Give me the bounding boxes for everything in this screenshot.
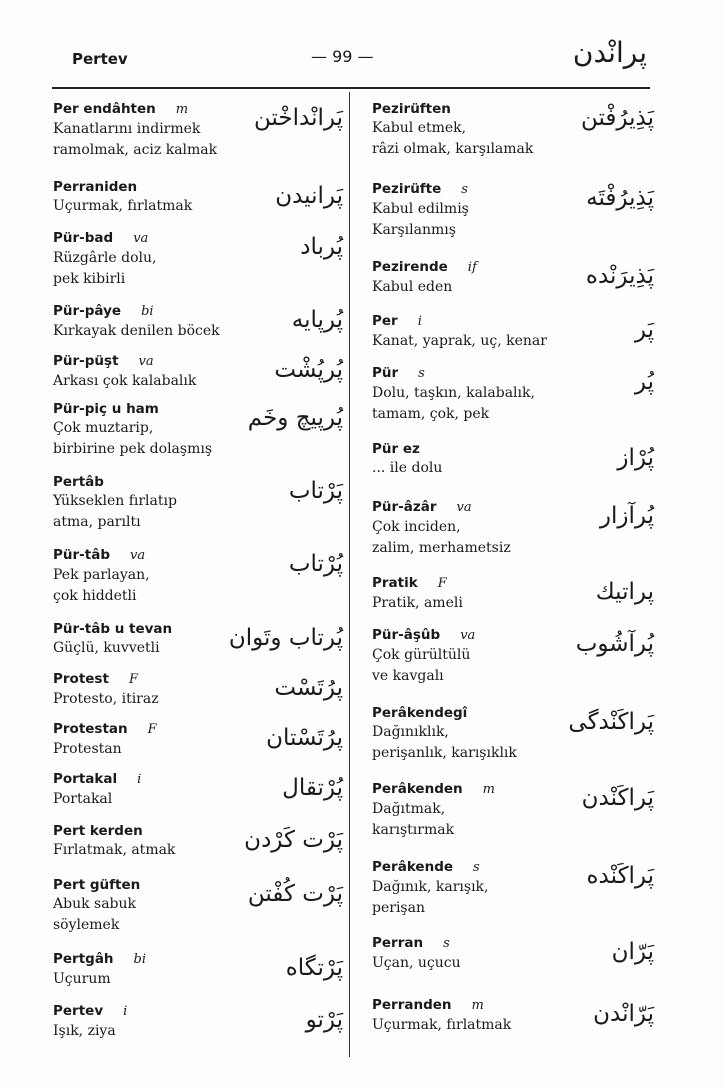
ottoman-script: پُرتاب وتَوان [228, 625, 343, 651]
ottoman-script: پَرانْداخْتن [253, 105, 343, 131]
entry-definition: çok hiddetli [53, 588, 137, 604]
entry-definition: Abuk sabuk [53, 896, 137, 912]
entry-definition: Dağıtmak, [372, 801, 446, 817]
dictionary-entry [372, 312, 654, 352]
dictionary-entry [372, 626, 654, 687]
headword-text: Perranden [372, 997, 452, 1013]
dictionary-entry [53, 400, 343, 460]
headword-text: Pür-tâb u tevan [53, 621, 173, 637]
entry-definition: atma, parıltı [53, 514, 141, 530]
part-of-speech: m [175, 102, 189, 117]
ottoman-script: پُرپيچ وخَم [247, 405, 343, 431]
dictionary-entry [372, 996, 654, 1036]
part-of-speech: va [460, 628, 476, 643]
headword-text: Pezirende [372, 259, 448, 275]
entry-definition: Işık, ziya [53, 1023, 116, 1039]
entry-definition: perişan [372, 900, 425, 916]
part-of-speech: m [471, 998, 484, 1013]
ottoman-script: پَرانيدن [275, 183, 343, 209]
ottoman-script: پَرّان [611, 939, 654, 965]
entry-definition: Kanatlarını indirmek [53, 121, 201, 137]
headword-text: Pezirüften [372, 101, 451, 117]
ottoman-script: پَذِيرُفْتن [580, 105, 654, 131]
dictionary-entry [372, 858, 654, 919]
ottoman-script: پَراكَنْده [586, 863, 654, 889]
part-of-speech: s [461, 182, 468, 197]
entry-definition: Pek parlayan, [53, 567, 150, 583]
headword-text: Pür-püşt [53, 353, 119, 369]
entry-headword [372, 440, 654, 458]
entry-definition: Dolu, taşkın, kalabalık, [372, 385, 535, 401]
dictionary-entry [372, 574, 654, 614]
entry-definition: perişanlık, karışıklık [372, 745, 517, 761]
entry-definition: Güçlü, kuvvetli [53, 640, 160, 656]
page-number: — 99 — [311, 47, 374, 66]
headword-text: Protestan [53, 721, 128, 737]
page-header [0, 0, 725, 90]
headword-text: Pür-tâb [53, 547, 110, 563]
headword-text: Pür-bad [53, 230, 114, 246]
dictionary-entry [53, 352, 343, 392]
entry-definition: Portakal [53, 791, 113, 807]
ottoman-script: پَرْت كَرْدن [244, 827, 343, 853]
entry-headword [372, 364, 654, 383]
headword-text: Pert güften [53, 877, 141, 893]
headword-text: Perâkenden [372, 781, 463, 797]
entry-definition: Pratik, ameli [372, 595, 463, 611]
part-of-speech: va [138, 354, 154, 369]
running-head-left: Pertev [72, 50, 128, 68]
part-of-speech: s [418, 366, 425, 381]
ottoman-script: پراتيك [595, 579, 654, 605]
part-of-speech: s [473, 860, 480, 875]
headword-text: Pür-piç u ham [53, 401, 159, 417]
dictionary-entry [53, 178, 343, 217]
headword-text: Perran [372, 935, 424, 951]
dictionary-entry [53, 1002, 343, 1042]
headword-text: Pür-âşûb [372, 627, 441, 643]
ottoman-script: پَرْتو [305, 1007, 343, 1033]
entry-definition: Uçurmak, fırlatmak [53, 198, 193, 214]
part-of-speech: s [443, 936, 450, 951]
headword-text: Perâkende [372, 859, 454, 875]
entry-definition: Kabul edilmiş [372, 201, 469, 217]
entry-definition: Uçurum [53, 971, 111, 987]
dictionary-entry [53, 822, 343, 861]
entry-definition: Çok gürültülü [372, 647, 471, 663]
part-of-speech: va [133, 231, 149, 246]
dictionary-entry [53, 620, 343, 659]
part-of-speech: i [123, 1004, 128, 1019]
entry-definition: Rüzgârle dolu, [53, 250, 157, 266]
part-of-speech: m [482, 782, 495, 797]
entry-definition: râzi olmak, karşılamak [372, 141, 534, 157]
headword-text: Portakal [53, 771, 118, 787]
part-of-speech: F [147, 722, 157, 737]
dictionary-entry [372, 934, 654, 974]
entry-headword [372, 312, 654, 331]
part-of-speech: F [437, 576, 447, 591]
dictionary-entry [372, 100, 654, 160]
entry-definition: Protestan [53, 741, 122, 757]
part-of-speech: F [128, 672, 138, 687]
running-head-right: پرانْدن [572, 36, 647, 69]
entry-definition: Kabul etmek, [372, 120, 467, 136]
headword-text: Pratik [372, 575, 418, 591]
headword-text: Pür-âzâr [372, 499, 437, 515]
part-of-speech: va [130, 548, 146, 563]
entry-definition: Kanat, yaprak, uç, kenar [372, 333, 547, 349]
dictionary-entry [372, 704, 654, 764]
entry-definition: karıştırmak [372, 822, 455, 838]
dictionary-entry [372, 364, 654, 425]
headword-text: Perâkendegî [372, 705, 468, 721]
dictionary-entry [53, 770, 343, 810]
ottoman-script: پرُتَسْت [274, 675, 343, 701]
dictionary-entry [53, 473, 343, 533]
headword-text: Pert kerden [53, 823, 143, 839]
ottoman-script: پُرپُشْت [274, 357, 343, 383]
entry-definition: Protesto, itiraz [53, 691, 159, 707]
ottoman-script: پُرْاز [617, 445, 654, 471]
dictionary-entry [53, 546, 343, 607]
entry-definition: ramolmak, aciz kalmak [53, 142, 218, 158]
entry-definition: Kırkayak denilen böcek [53, 323, 220, 339]
dictionary-entry [53, 100, 343, 161]
dictionary-entry [372, 180, 654, 241]
headword-text: Pertgâh [53, 951, 114, 967]
ottoman-script: پَر [634, 317, 654, 343]
entry-definition: tamam, çok, pek [372, 406, 490, 422]
headword-text: Pertâb [53, 474, 104, 490]
ottoman-script: پُرآزار [599, 503, 654, 529]
entry-definition: Çok inciden, [372, 519, 461, 535]
ottoman-script: پَراكَنْدگى [568, 709, 654, 735]
dictionary-entry [372, 780, 654, 841]
entry-definition: Fırlatmak, atmak [53, 842, 176, 858]
ottoman-script: پَرّانْدن [593, 1001, 654, 1027]
headword-text: Pür-pâye [53, 303, 122, 319]
entry-definition: söylemek [53, 917, 120, 933]
headword-text: Perraniden [53, 179, 138, 195]
headword-text: Pür ez [372, 441, 420, 457]
ottoman-script: پُرْتاب [288, 551, 343, 577]
entry-headword [53, 1002, 343, 1021]
entry-definition: ve kavgalı [372, 668, 444, 684]
headword-text: Pezirüfte [372, 181, 442, 197]
ottoman-script: پُر [634, 369, 654, 395]
dictionary-entry [53, 670, 343, 710]
part-of-speech: i [417, 314, 422, 329]
ottoman-script: پَذِيرَنْده [585, 263, 654, 289]
entry-definition: Uçan, uçucu [372, 955, 461, 971]
dictionary-entry [372, 498, 654, 559]
entry-definition: Uçurmak, fırlatmak [372, 1017, 512, 1033]
column-divider [349, 92, 350, 1057]
headword-text: Pertev [53, 1003, 104, 1019]
ottoman-script: پَراكَنْدن [581, 785, 654, 811]
dictionary-entry [53, 876, 343, 936]
header-rule [52, 87, 650, 89]
dictionary-entry [53, 950, 343, 990]
dictionary-entry [372, 258, 654, 298]
entry-definition: Dağınıklık, [372, 724, 449, 740]
dictionary-entry [53, 302, 343, 342]
ottoman-script: پَرْتگاه [285, 955, 343, 981]
part-of-speech: bi [133, 952, 147, 967]
headword-text: Per endâhten [53, 101, 156, 117]
part-of-speech: va [456, 500, 472, 515]
ottoman-script: پَرْت كُفْتن [247, 881, 343, 907]
part-of-speech: if [467, 260, 477, 275]
ottoman-script: پُرباد [300, 234, 343, 260]
headword-text: Pür [372, 365, 399, 381]
dictionary-entry [372, 440, 654, 479]
dictionary-entry [53, 229, 343, 290]
ottoman-script: پَذِيرُفْتَه [586, 185, 654, 211]
entry-definition: zalim, merhametsiz [372, 540, 511, 556]
entry-definition: Kabul eden [372, 279, 453, 295]
part-of-speech: i [137, 772, 142, 787]
dictionary-entry [53, 720, 343, 760]
entry-definition: ... ile dolu [372, 460, 443, 476]
entry-definition: Yükseklen fırlatıp [53, 493, 177, 509]
ottoman-script: پُرآشُوب [575, 631, 654, 657]
entry-definition: Dağınık, karışık, [372, 879, 489, 895]
part-of-speech: bi [141, 304, 154, 319]
entry-definition: birbirine pek dolaşmış [53, 441, 213, 457]
headword-text: Protest [53, 671, 109, 687]
ottoman-script: پرُتَسْتان [266, 725, 343, 751]
entry-definition: pek kibirli [53, 271, 126, 287]
ottoman-script: پَرْتاب [288, 478, 343, 504]
entry-definition: Arkası çok kalabalık [53, 373, 197, 389]
ottoman-script: پُرْتقال [282, 775, 343, 801]
ottoman-script: پُرپايه [291, 307, 343, 333]
headword-text: Per [372, 313, 398, 329]
entry-definition: Çok muztarip, [53, 420, 154, 436]
entry-definition: Karşılanmış [372, 222, 456, 238]
